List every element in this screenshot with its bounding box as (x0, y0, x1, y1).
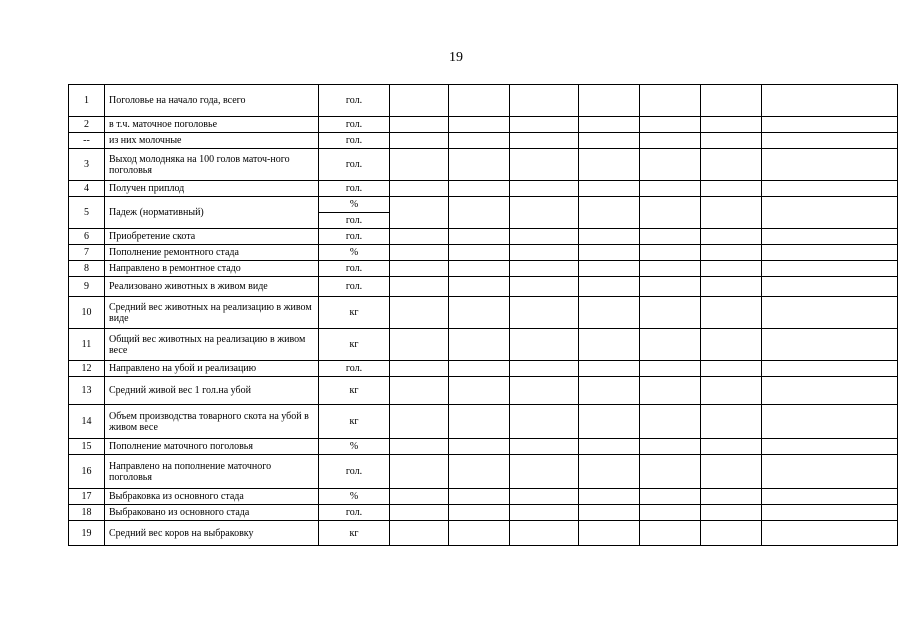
value-cell (762, 455, 898, 489)
row-number: 6 (69, 229, 105, 245)
indicator-name: Средний живой вес 1 гол.на убой (105, 377, 319, 405)
value-cell (579, 245, 640, 261)
value-cell (390, 489, 449, 505)
value-cell (579, 197, 640, 229)
value-cell (640, 455, 701, 489)
value-cell (762, 85, 898, 117)
table-row (69, 329, 898, 361)
value-cell (640, 297, 701, 329)
unit-cell: гол. (319, 261, 390, 277)
table-row (69, 149, 898, 181)
value-cell (579, 117, 640, 133)
table-row (69, 277, 898, 297)
value-cell (762, 405, 898, 439)
row-number: -- (69, 133, 105, 149)
indicator-name: Реализовано животных в живом виде (105, 277, 319, 297)
indicator-name: Средний вес коров на выбраковку (105, 521, 319, 546)
value-cell (390, 405, 449, 439)
value-cell (579, 261, 640, 277)
value-cell (449, 489, 510, 505)
value-cell (701, 521, 762, 546)
value-cell (390, 229, 449, 245)
value-cell (579, 439, 640, 455)
table-body (69, 85, 898, 546)
value-cell (449, 133, 510, 149)
table-row (69, 245, 898, 261)
indicator-name: Пополнение ремонтного стада (105, 245, 319, 261)
value-cell (701, 489, 762, 505)
data-table (68, 84, 898, 546)
indicator-name: Средний вес животных на реализацию в живом виде (105, 297, 319, 329)
value-cell (762, 133, 898, 149)
value-cell (640, 197, 701, 229)
unit-cell: кг (319, 377, 390, 405)
indicator-name: Получен приплод (105, 181, 319, 197)
row-number: 11 (69, 329, 105, 361)
row-number: 15 (69, 439, 105, 455)
value-cell (510, 261, 579, 277)
table-row (69, 297, 898, 329)
value-cell (762, 181, 898, 197)
indicator-name: из них молочные (105, 133, 319, 149)
row-number: 2 (69, 117, 105, 133)
value-cell (762, 229, 898, 245)
value-cell (701, 85, 762, 117)
value-cell (510, 277, 579, 297)
value-cell (510, 405, 579, 439)
value-cell (640, 505, 701, 521)
unit-cell: % (319, 245, 390, 261)
value-cell (701, 277, 762, 297)
table-row (69, 181, 898, 197)
value-cell (510, 505, 579, 521)
value-cell (579, 377, 640, 405)
unit-cell: гол. (319, 505, 390, 521)
value-cell (579, 361, 640, 377)
value-cell (762, 245, 898, 261)
value-cell (510, 361, 579, 377)
value-cell (701, 405, 762, 439)
value-cell (701, 117, 762, 133)
table-row (69, 455, 898, 489)
unit-cell: гол. (319, 213, 390, 229)
value-cell (510, 181, 579, 197)
table-row (69, 489, 898, 505)
unit-cell: кг (319, 297, 390, 329)
indicator-name: Объем производства товарного скота на убой в живом весе (105, 405, 319, 439)
table-row (69, 261, 898, 277)
row-number: 9 (69, 277, 105, 297)
row-number: 8 (69, 261, 105, 277)
value-cell (701, 377, 762, 405)
value-cell (762, 149, 898, 181)
value-cell (640, 361, 701, 377)
unit-cell: % (319, 489, 390, 505)
value-cell (390, 261, 449, 277)
value-cell (640, 489, 701, 505)
unit-cell: гол. (319, 117, 390, 133)
value-cell (390, 505, 449, 521)
value-cell (510, 149, 579, 181)
table-row (69, 117, 898, 133)
unit-cell: гол. (319, 149, 390, 181)
row-number: 5 (69, 197, 105, 229)
value-cell (701, 181, 762, 197)
value-cell (762, 439, 898, 455)
value-cell (390, 361, 449, 377)
value-cell (390, 181, 449, 197)
value-cell (510, 455, 579, 489)
value-cell (701, 149, 762, 181)
value-cell (701, 261, 762, 277)
value-cell (390, 329, 449, 361)
indicator-name: Пополнение маточного поголовья (105, 439, 319, 455)
value-cell (762, 297, 898, 329)
value-cell (390, 297, 449, 329)
value-cell (449, 361, 510, 377)
value-cell (390, 197, 449, 229)
indicator-name: Направлено на пополнение маточного поголовья (105, 455, 319, 489)
value-cell (390, 149, 449, 181)
value-cell (640, 277, 701, 297)
unit-cell: гол. (319, 85, 390, 117)
value-cell (449, 117, 510, 133)
value-cell (449, 197, 510, 229)
unit-cell: гол. (319, 229, 390, 245)
unit-cell: % (319, 197, 390, 213)
indicator-name: Падеж (нормативный) (105, 197, 319, 229)
value-cell (762, 329, 898, 361)
value-cell (762, 261, 898, 277)
value-cell (510, 329, 579, 361)
value-cell (449, 377, 510, 405)
unit-cell: гол. (319, 133, 390, 149)
unit-cell: гол. (319, 455, 390, 489)
unit-cell: гол. (319, 277, 390, 297)
value-cell (510, 197, 579, 229)
value-cell (390, 133, 449, 149)
unit-cell: кг (319, 329, 390, 361)
value-cell (701, 455, 762, 489)
value-cell (640, 229, 701, 245)
value-cell (640, 117, 701, 133)
page-number: 19 (449, 50, 463, 65)
value-cell (701, 439, 762, 455)
row-number: 7 (69, 245, 105, 261)
table-row (69, 229, 898, 245)
value-cell (579, 405, 640, 439)
value-cell (579, 181, 640, 197)
row-number: 4 (69, 181, 105, 197)
indicator-name: Общий вес животных на реализацию в живом весе (105, 329, 319, 361)
row-number: 12 (69, 361, 105, 377)
value-cell (449, 85, 510, 117)
value-cell (762, 277, 898, 297)
value-cell (579, 277, 640, 297)
value-cell (510, 229, 579, 245)
value-cell (640, 261, 701, 277)
value-cell (510, 377, 579, 405)
value-cell (390, 377, 449, 405)
value-cell (640, 133, 701, 149)
value-cell (640, 521, 701, 546)
value-cell (449, 405, 510, 439)
value-cell (640, 377, 701, 405)
value-cell (701, 229, 762, 245)
value-cell (640, 149, 701, 181)
value-cell (579, 455, 640, 489)
unit-cell: % (319, 439, 390, 455)
value-cell (579, 85, 640, 117)
unit-cell: кг (319, 521, 390, 546)
value-cell (449, 149, 510, 181)
value-cell (510, 489, 579, 505)
table-row (69, 521, 898, 546)
value-cell (390, 455, 449, 489)
value-cell (701, 505, 762, 521)
value-cell (449, 277, 510, 297)
row-number: 3 (69, 149, 105, 181)
indicator-name: Направлено на убой и реализацию (105, 361, 319, 377)
value-cell (390, 117, 449, 133)
value-cell (762, 197, 898, 229)
row-number: 19 (69, 521, 105, 546)
unit-cell: гол. (319, 361, 390, 377)
value-cell (449, 245, 510, 261)
value-cell (701, 329, 762, 361)
value-cell (579, 229, 640, 245)
table-row (69, 361, 898, 377)
unit-cell: кг (319, 405, 390, 439)
value-cell (579, 505, 640, 521)
value-cell (579, 149, 640, 181)
value-cell (390, 245, 449, 261)
table-row (69, 405, 898, 439)
value-cell (449, 229, 510, 245)
row-number: 18 (69, 505, 105, 521)
value-cell (390, 277, 449, 297)
table-row (69, 377, 898, 405)
value-cell (762, 521, 898, 546)
value-cell (510, 117, 579, 133)
table-row (69, 505, 898, 521)
value-cell (701, 197, 762, 229)
table-row (69, 85, 898, 117)
value-cell (449, 439, 510, 455)
value-cell (510, 85, 579, 117)
value-cell (640, 245, 701, 261)
row-number: 14 (69, 405, 105, 439)
value-cell (640, 439, 701, 455)
table-row (69, 197, 898, 213)
table-row (69, 133, 898, 149)
value-cell (510, 521, 579, 546)
value-cell (579, 297, 640, 329)
value-cell (449, 521, 510, 546)
value-cell (640, 329, 701, 361)
value-cell (762, 361, 898, 377)
value-cell (510, 245, 579, 261)
row-number: 13 (69, 377, 105, 405)
value-cell (449, 261, 510, 277)
value-cell (762, 377, 898, 405)
value-cell (701, 133, 762, 149)
row-number: 1 (69, 85, 105, 117)
value-cell (390, 521, 449, 546)
value-cell (510, 133, 579, 149)
indicator-name: в т.ч. маточное поголовье (105, 117, 319, 133)
indicator-name: Выбраковка из основного стада (105, 489, 319, 505)
table-row (69, 439, 898, 455)
value-cell (579, 329, 640, 361)
value-cell (390, 439, 449, 455)
value-cell (449, 181, 510, 197)
value-cell (640, 85, 701, 117)
value-cell (762, 489, 898, 505)
value-cell (510, 297, 579, 329)
value-cell (449, 297, 510, 329)
value-cell (510, 439, 579, 455)
indicator-name: Выбраковано из основного стада (105, 505, 319, 521)
value-cell (701, 361, 762, 377)
value-cell (762, 505, 898, 521)
value-cell (449, 329, 510, 361)
row-number: 16 (69, 455, 105, 489)
value-cell (579, 521, 640, 546)
value-cell (579, 133, 640, 149)
indicator-name: Направлено в ремонтное стадо (105, 261, 319, 277)
value-cell (640, 181, 701, 197)
value-cell (579, 489, 640, 505)
value-cell (701, 297, 762, 329)
value-cell (390, 85, 449, 117)
value-cell (762, 117, 898, 133)
indicator-name: Поголовье на начало года, всего (105, 85, 319, 117)
indicator-name: Выход молодняка на 100 голов маточ-ного поголовья (105, 149, 319, 181)
value-cell (701, 245, 762, 261)
indicator-name: Приобретение скота (105, 229, 319, 245)
value-cell (449, 505, 510, 521)
value-cell (449, 455, 510, 489)
unit-cell: гол. (319, 181, 390, 197)
row-number: 10 (69, 297, 105, 329)
row-number: 17 (69, 489, 105, 505)
value-cell (640, 405, 701, 439)
